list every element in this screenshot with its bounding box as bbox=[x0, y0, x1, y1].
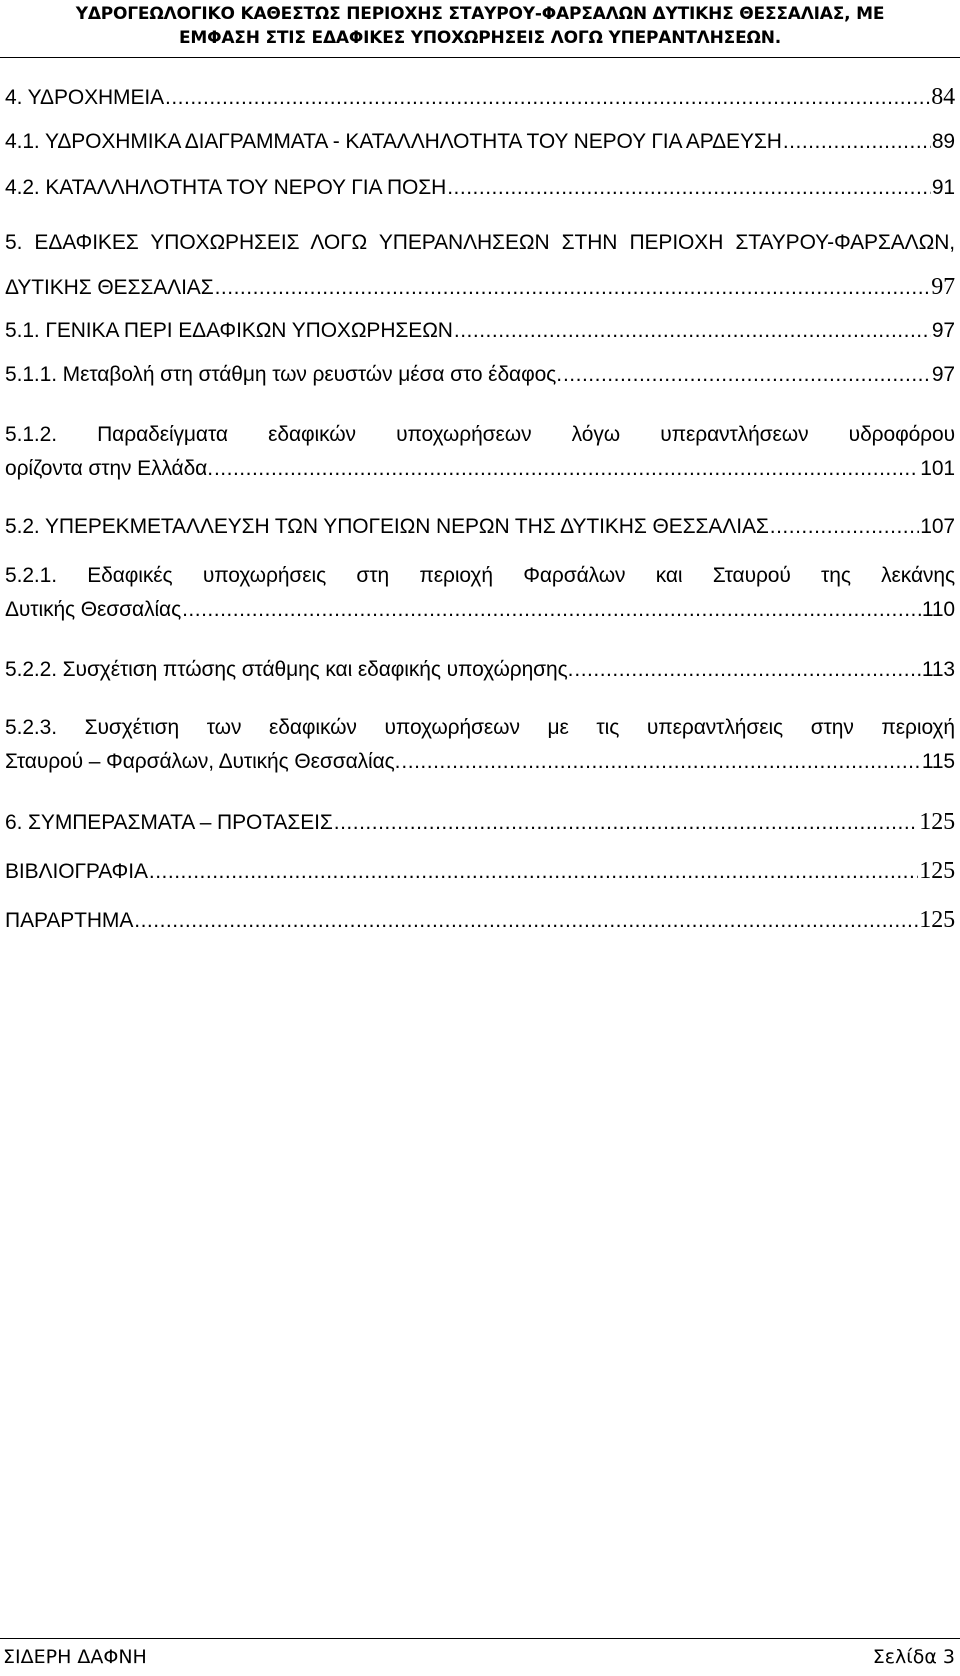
toc-entry-5[interactable] bbox=[5, 226, 955, 305]
toc-leader-dots bbox=[149, 855, 918, 889]
toc-entry-page: 91 bbox=[931, 176, 955, 199]
toc-entry-title-line-1: 5.1.2. Παραδείγματα εδαφικών υποχωρήσεων λόγω υπεραντλήσεων υδροφόρου bbox=[5, 423, 955, 446]
toc-entry-page: 84 bbox=[931, 84, 955, 110]
toc-entry-title-line-2: Σταυρού – Φαρσάλων, Δυτικής Θεσσαλίας. bbox=[5, 750, 401, 773]
toc-leader-dots bbox=[401, 745, 920, 779]
toc-entry-page: 113 bbox=[921, 658, 955, 681]
toc-entry-4-1[interactable] bbox=[5, 125, 955, 159]
toc-entry-title: 4.2. ΚΑΤΑΛΛΗΛΟΤΗΤΑ ΤΟΥ ΝΕΡΟΥ ΓΙΑ ΠΟΣΗ bbox=[5, 176, 447, 199]
toc-entry-page: 110 bbox=[921, 598, 955, 621]
toc-leader-dots bbox=[334, 806, 919, 840]
toc-entry-page: 115 bbox=[921, 750, 955, 773]
toc-entry-page: 101 bbox=[920, 457, 955, 480]
header-line-2: ΕΜΦΑΣΗ ΣΤΙΣ ΕΔΑΦΙΚΕΣ ΥΠΟΧΩΡΗΣΕΙΣ ΛΟΓΩ ΥΠΕΡΑΝΤΛΗΣΕΩΝ. bbox=[178, 28, 782, 48]
toc-entry-page: 97 bbox=[931, 274, 955, 300]
toc-entry-title: 4.1. ΥΔΡΟΧΗΜΙΚΑ ΔΙΑΓΡΑΜΜΑΤΑ - ΚΑΤΑΛΛΗΛΟΤΗΤΑ ΤΟΥ ΝΕΡΟΥ ΓΙΑ ΑΡΔΕΥΣΗ bbox=[5, 130, 782, 153]
toc-leader-dots bbox=[215, 271, 931, 305]
toc-entry-title-line-1: 5.2.1. Εδαφικές υποχωρήσεις στη περιοχή Φαρσάλων και Σταυρού της λεκάνης bbox=[5, 564, 955, 587]
toc-entry-4[interactable] bbox=[5, 80, 955, 115]
toc-leader-dots bbox=[563, 358, 931, 392]
toc-entry-page: 125 bbox=[919, 907, 955, 933]
toc-leader-dots bbox=[165, 81, 930, 115]
toc-entry-title-line-2: ΔΥΤΙΚΗΣ ΘΕΣΣΑΛΙΑΣ bbox=[5, 276, 214, 299]
toc-leader-dots bbox=[447, 171, 931, 205]
header-rule bbox=[0, 57, 960, 58]
toc-entry-5-2-3[interactable] bbox=[5, 711, 955, 779]
toc-entry-title: 5.2.2. Συσχέτιση πτώσης στάθμης και εδαφικής υποχώρησης. bbox=[5, 658, 574, 681]
toc-entry-5-2[interactable] bbox=[5, 510, 955, 544]
toc-entry-title-line-2: ορίζοντα στην Ελλάδα. bbox=[5, 457, 213, 480]
toc-entry-title: ΒΙΒΛΙΟΓΡΑΦΙΑ bbox=[5, 860, 148, 883]
toc-leader-dots bbox=[574, 653, 920, 687]
toc-entry-page: 125 bbox=[919, 858, 955, 884]
toc-entry-title: 5.1. ΓΕΝΙΚΑ ΠΕΡΙ ΕΔΑΦΙΚΩΝ ΥΠΟΧΩΡΗΣΕΩΝ bbox=[5, 319, 453, 342]
toc-leader-dots bbox=[770, 510, 920, 544]
toc-entry-bibliography[interactable] bbox=[5, 854, 955, 889]
toc-entry-page: 125 bbox=[919, 809, 955, 835]
toc-entry-4-2[interactable] bbox=[5, 171, 955, 205]
toc-leader-dots bbox=[214, 452, 919, 486]
toc-entry-page: 97 bbox=[931, 363, 955, 386]
toc-leader-dots bbox=[783, 125, 931, 159]
footer-rule bbox=[0, 1638, 960, 1639]
footer-author: ΣΙΔΕΡΗ ΔΑΦΝΗ bbox=[3, 1646, 147, 1668]
toc-entry-title-line-1: 5.2.3. Συσχέτιση των εδαφικών υποχωρήσεων με τις υπεραντλήσεις στην περιοχή bbox=[5, 716, 955, 739]
toc-entry-5-1-1[interactable] bbox=[5, 358, 955, 392]
toc-entry-5-2-2[interactable] bbox=[5, 653, 955, 687]
toc-entry-6[interactable] bbox=[5, 805, 955, 840]
toc-entry-5-2-1[interactable] bbox=[5, 559, 955, 627]
footer-page-number: Σελίδα 3 bbox=[872, 1646, 955, 1668]
toc-entry-appendix[interactable] bbox=[5, 903, 955, 938]
toc-entry-page: 89 bbox=[931, 130, 955, 153]
toc-entry-5-1-2[interactable] bbox=[5, 418, 955, 486]
running-footer bbox=[3, 1643, 955, 1671]
toc-leader-dots bbox=[182, 593, 921, 627]
header-line-1: ΥΔΡΟΓΕΩΛΟΓΙΚΟ ΚΑΘΕΣΤΩΣ ΠΕΡΙΟΧΗΣ ΣΤΑΥΡΟΥ-ΦΑΡΣΑΛΩΝ ΔΥΤΙΚΗΣ ΘΕΣΣΑΛΙΑΣ, ΜΕ bbox=[75, 4, 885, 24]
toc-entry-title-line-2: Δυτικής Θεσσαλίας bbox=[5, 598, 182, 621]
toc-entry-title: 6. ΣΥΜΠΕΡΑΣΜΑΤΑ – ΠΡΟΤΑΣΕΙΣ bbox=[5, 811, 333, 834]
toc-entry-title: 5.2. ΥΠΕΡΕΚΜΕΤΑΛΛΕΥΣΗ ΤΩΝ ΥΠΟΓΕΙΩΝ ΝΕΡΩΝ ΤΗΣ ΔΥΤΙΚΗΣ ΘΕΣΣΑΛΙΑΣ bbox=[5, 515, 769, 538]
toc-entry-page: 97 bbox=[931, 319, 955, 342]
toc-entry-page: 107 bbox=[920, 515, 955, 538]
toc-entry-5-1[interactable] bbox=[5, 314, 955, 348]
toc-leader-dots bbox=[134, 904, 918, 938]
toc-entry-title: ΠΑΡΑΡΤΗΜΑ bbox=[5, 909, 134, 932]
running-header bbox=[0, 2, 960, 50]
toc-entry-title: 5.1.1. Μεταβολή στη στάθμη των ρευστών μέσα στο έδαφος. bbox=[5, 363, 562, 386]
toc-entry-title-line-1: 5. ΕΔΑΦΙΚΕΣ ΥΠΟΧΩΡΗΣΕΙΣ ΛΟΓΩ ΥΠΕΡΑΝΛΗΣΕΩΝ ΣΤΗΝ ΠΕΡΙΟΧΗ ΣΤΑΥΡΟΥ-ΦΑΡΣΑΛΩΝ, bbox=[5, 231, 955, 254]
toc-leader-dots bbox=[454, 314, 931, 348]
toc-entry-title: 4. ΥΔΡΟΧΗΜΕΙΑ bbox=[5, 86, 164, 109]
